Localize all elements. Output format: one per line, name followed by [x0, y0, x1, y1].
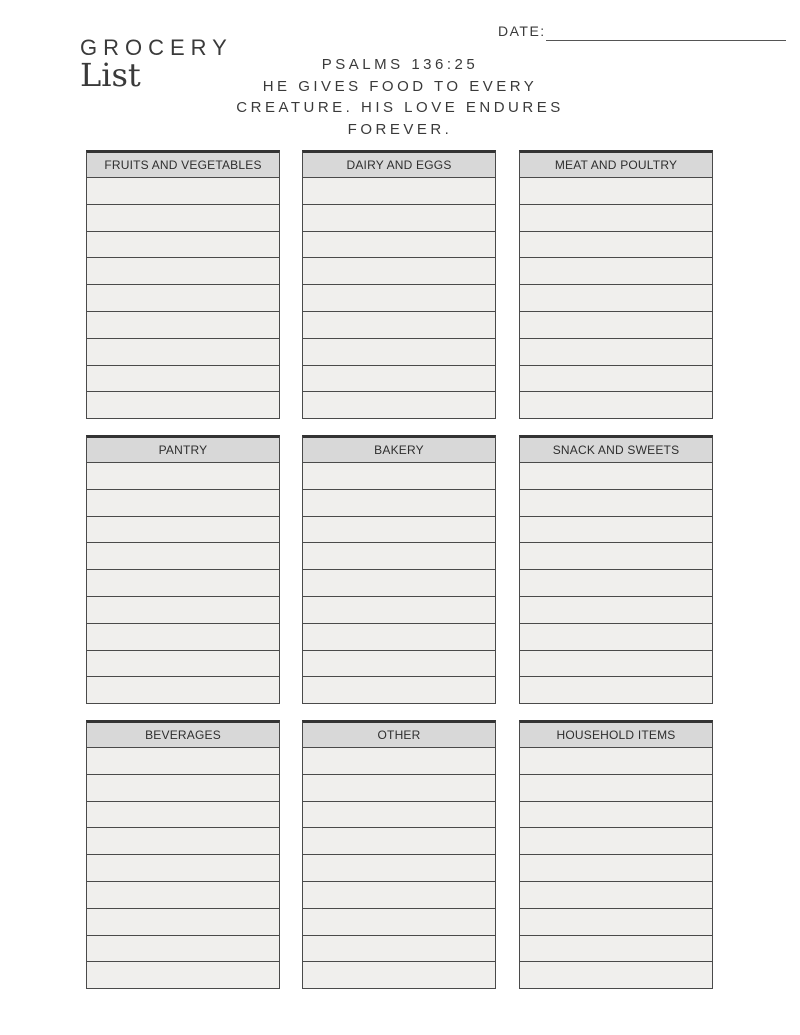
list-item-line[interactable] — [303, 543, 495, 570]
list-item-line[interactable] — [520, 882, 712, 909]
list-item-line[interactable] — [520, 802, 712, 829]
list-item-line[interactable] — [520, 258, 712, 285]
list-item-line[interactable] — [520, 178, 712, 205]
list-item-line[interactable] — [303, 312, 495, 339]
list-item-line[interactable] — [87, 909, 279, 936]
section-other — [302, 720, 496, 989]
section-header: SNACK AND SWEETS — [520, 438, 712, 463]
list-item-line[interactable] — [520, 570, 712, 597]
list-item-line[interactable] — [87, 802, 279, 829]
list-item-line[interactable] — [520, 517, 712, 544]
list-item-line[interactable] — [520, 366, 712, 393]
list-item-line[interactable] — [520, 651, 712, 678]
list-item-line[interactable] — [520, 775, 712, 802]
list-item-line[interactable] — [520, 543, 712, 570]
list-item-line[interactable] — [87, 936, 279, 963]
section-pantry — [86, 435, 280, 704]
list-item-line[interactable] — [87, 748, 279, 775]
list-item-line[interactable] — [303, 828, 495, 855]
section-snack-and-sweets — [519, 435, 713, 704]
list-item-line[interactable] — [87, 490, 279, 517]
title-grocery: GROCERY — [80, 35, 233, 60]
title-list: List — [80, 56, 141, 94]
list-item-line[interactable] — [303, 936, 495, 963]
list-item-line[interactable] — [520, 909, 712, 936]
list-item-line[interactable] — [303, 285, 495, 312]
list-item-line[interactable] — [520, 232, 712, 259]
list-item-line[interactable] — [87, 543, 279, 570]
section-dairy-and-eggs — [302, 150, 496, 419]
section-household-items — [519, 720, 713, 989]
list-item-line[interactable] — [87, 392, 279, 418]
list-item-line[interactable] — [303, 909, 495, 936]
list-item-line[interactable] — [303, 463, 495, 490]
list-item-line[interactable] — [520, 312, 712, 339]
list-item-line[interactable] — [87, 962, 279, 988]
list-item-line[interactable] — [87, 517, 279, 544]
list-item-line[interactable] — [520, 962, 712, 988]
list-item-line[interactable] — [87, 205, 279, 232]
list-item-line[interactable] — [303, 962, 495, 988]
list-item-line[interactable] — [87, 285, 279, 312]
list-item-line[interactable] — [520, 285, 712, 312]
list-item-line[interactable] — [520, 828, 712, 855]
list-item-line[interactable] — [87, 677, 279, 703]
list-item-line[interactable] — [303, 597, 495, 624]
list-item-line[interactable] — [520, 339, 712, 366]
list-item-line[interactable] — [303, 775, 495, 802]
list-item-line[interactable] — [303, 490, 495, 517]
list-item-line[interactable] — [520, 855, 712, 882]
list-item-line[interactable] — [87, 597, 279, 624]
list-item-line[interactable] — [87, 651, 279, 678]
list-item-line[interactable] — [87, 463, 279, 490]
section-meat-and-poultry — [519, 150, 713, 419]
section-header: DAIRY AND EGGS — [303, 153, 495, 178]
list-item-line[interactable] — [303, 178, 495, 205]
list-item-line[interactable] — [303, 205, 495, 232]
list-item-line[interactable] — [303, 392, 495, 418]
section-header: BAKERY — [303, 438, 495, 463]
list-item-line[interactable] — [303, 339, 495, 366]
verse-line: CREATURE. HIS LOVE ENDURES — [236, 99, 564, 117]
list-item-line[interactable] — [87, 775, 279, 802]
date-label: DATE: — [498, 23, 546, 39]
section-fruits-and-vegetables — [86, 150, 280, 419]
list-item-line[interactable] — [87, 258, 279, 285]
list-item-line[interactable] — [520, 392, 712, 418]
section-header: BEVERAGES — [87, 723, 279, 748]
verse-line: FOREVER. — [347, 121, 453, 139]
list-item-line[interactable] — [303, 517, 495, 544]
list-item-line[interactable] — [303, 232, 495, 259]
list-item-line[interactable] — [87, 178, 279, 205]
list-item-line[interactable] — [303, 258, 495, 285]
list-item-line[interactable] — [87, 339, 279, 366]
list-item-line[interactable] — [520, 205, 712, 232]
list-item-line[interactable] — [87, 570, 279, 597]
list-item-line[interactable] — [87, 312, 279, 339]
list-item-line[interactable] — [520, 748, 712, 775]
list-item-line[interactable] — [87, 624, 279, 651]
section-header: PANTRY — [87, 438, 279, 463]
section-header: MEAT AND POULTRY — [520, 153, 712, 178]
list-item-line[interactable] — [303, 748, 495, 775]
list-item-line[interactable] — [87, 855, 279, 882]
list-item-line[interactable] — [87, 828, 279, 855]
list-item-line[interactable] — [303, 366, 495, 393]
list-item-line[interactable] — [520, 624, 712, 651]
section-bakery — [302, 435, 496, 704]
verse — [200, 54, 600, 141]
list-item-line[interactable] — [303, 677, 495, 703]
section-header: OTHER — [303, 723, 495, 748]
list-item-line[interactable] — [520, 490, 712, 517]
list-item-line[interactable] — [303, 882, 495, 909]
section-header: HOUSEHOLD ITEMS — [520, 723, 712, 748]
verse-line: HE GIVES FOOD TO EVERY — [262, 77, 538, 95]
section-beverages — [86, 720, 280, 989]
list-item-line[interactable] — [303, 651, 495, 678]
list-item-line[interactable] — [520, 677, 712, 703]
list-item-line[interactable] — [87, 366, 279, 393]
list-item-line[interactable] — [303, 624, 495, 651]
list-item-line[interactable] — [87, 232, 279, 259]
list-item-line[interactable] — [520, 463, 712, 490]
list-item-line[interactable] — [87, 882, 279, 909]
list-item-line[interactable] — [303, 802, 495, 829]
section-header: FRUITS AND VEGETABLES — [87, 153, 279, 178]
verse-line: PSALMS 136:25 — [321, 56, 479, 73]
list-item-line[interactable] — [520, 936, 712, 963]
date-line[interactable] — [546, 40, 786, 41]
list-item-line[interactable] — [520, 597, 712, 624]
list-item-line[interactable] — [303, 855, 495, 882]
list-item-line[interactable] — [303, 570, 495, 597]
